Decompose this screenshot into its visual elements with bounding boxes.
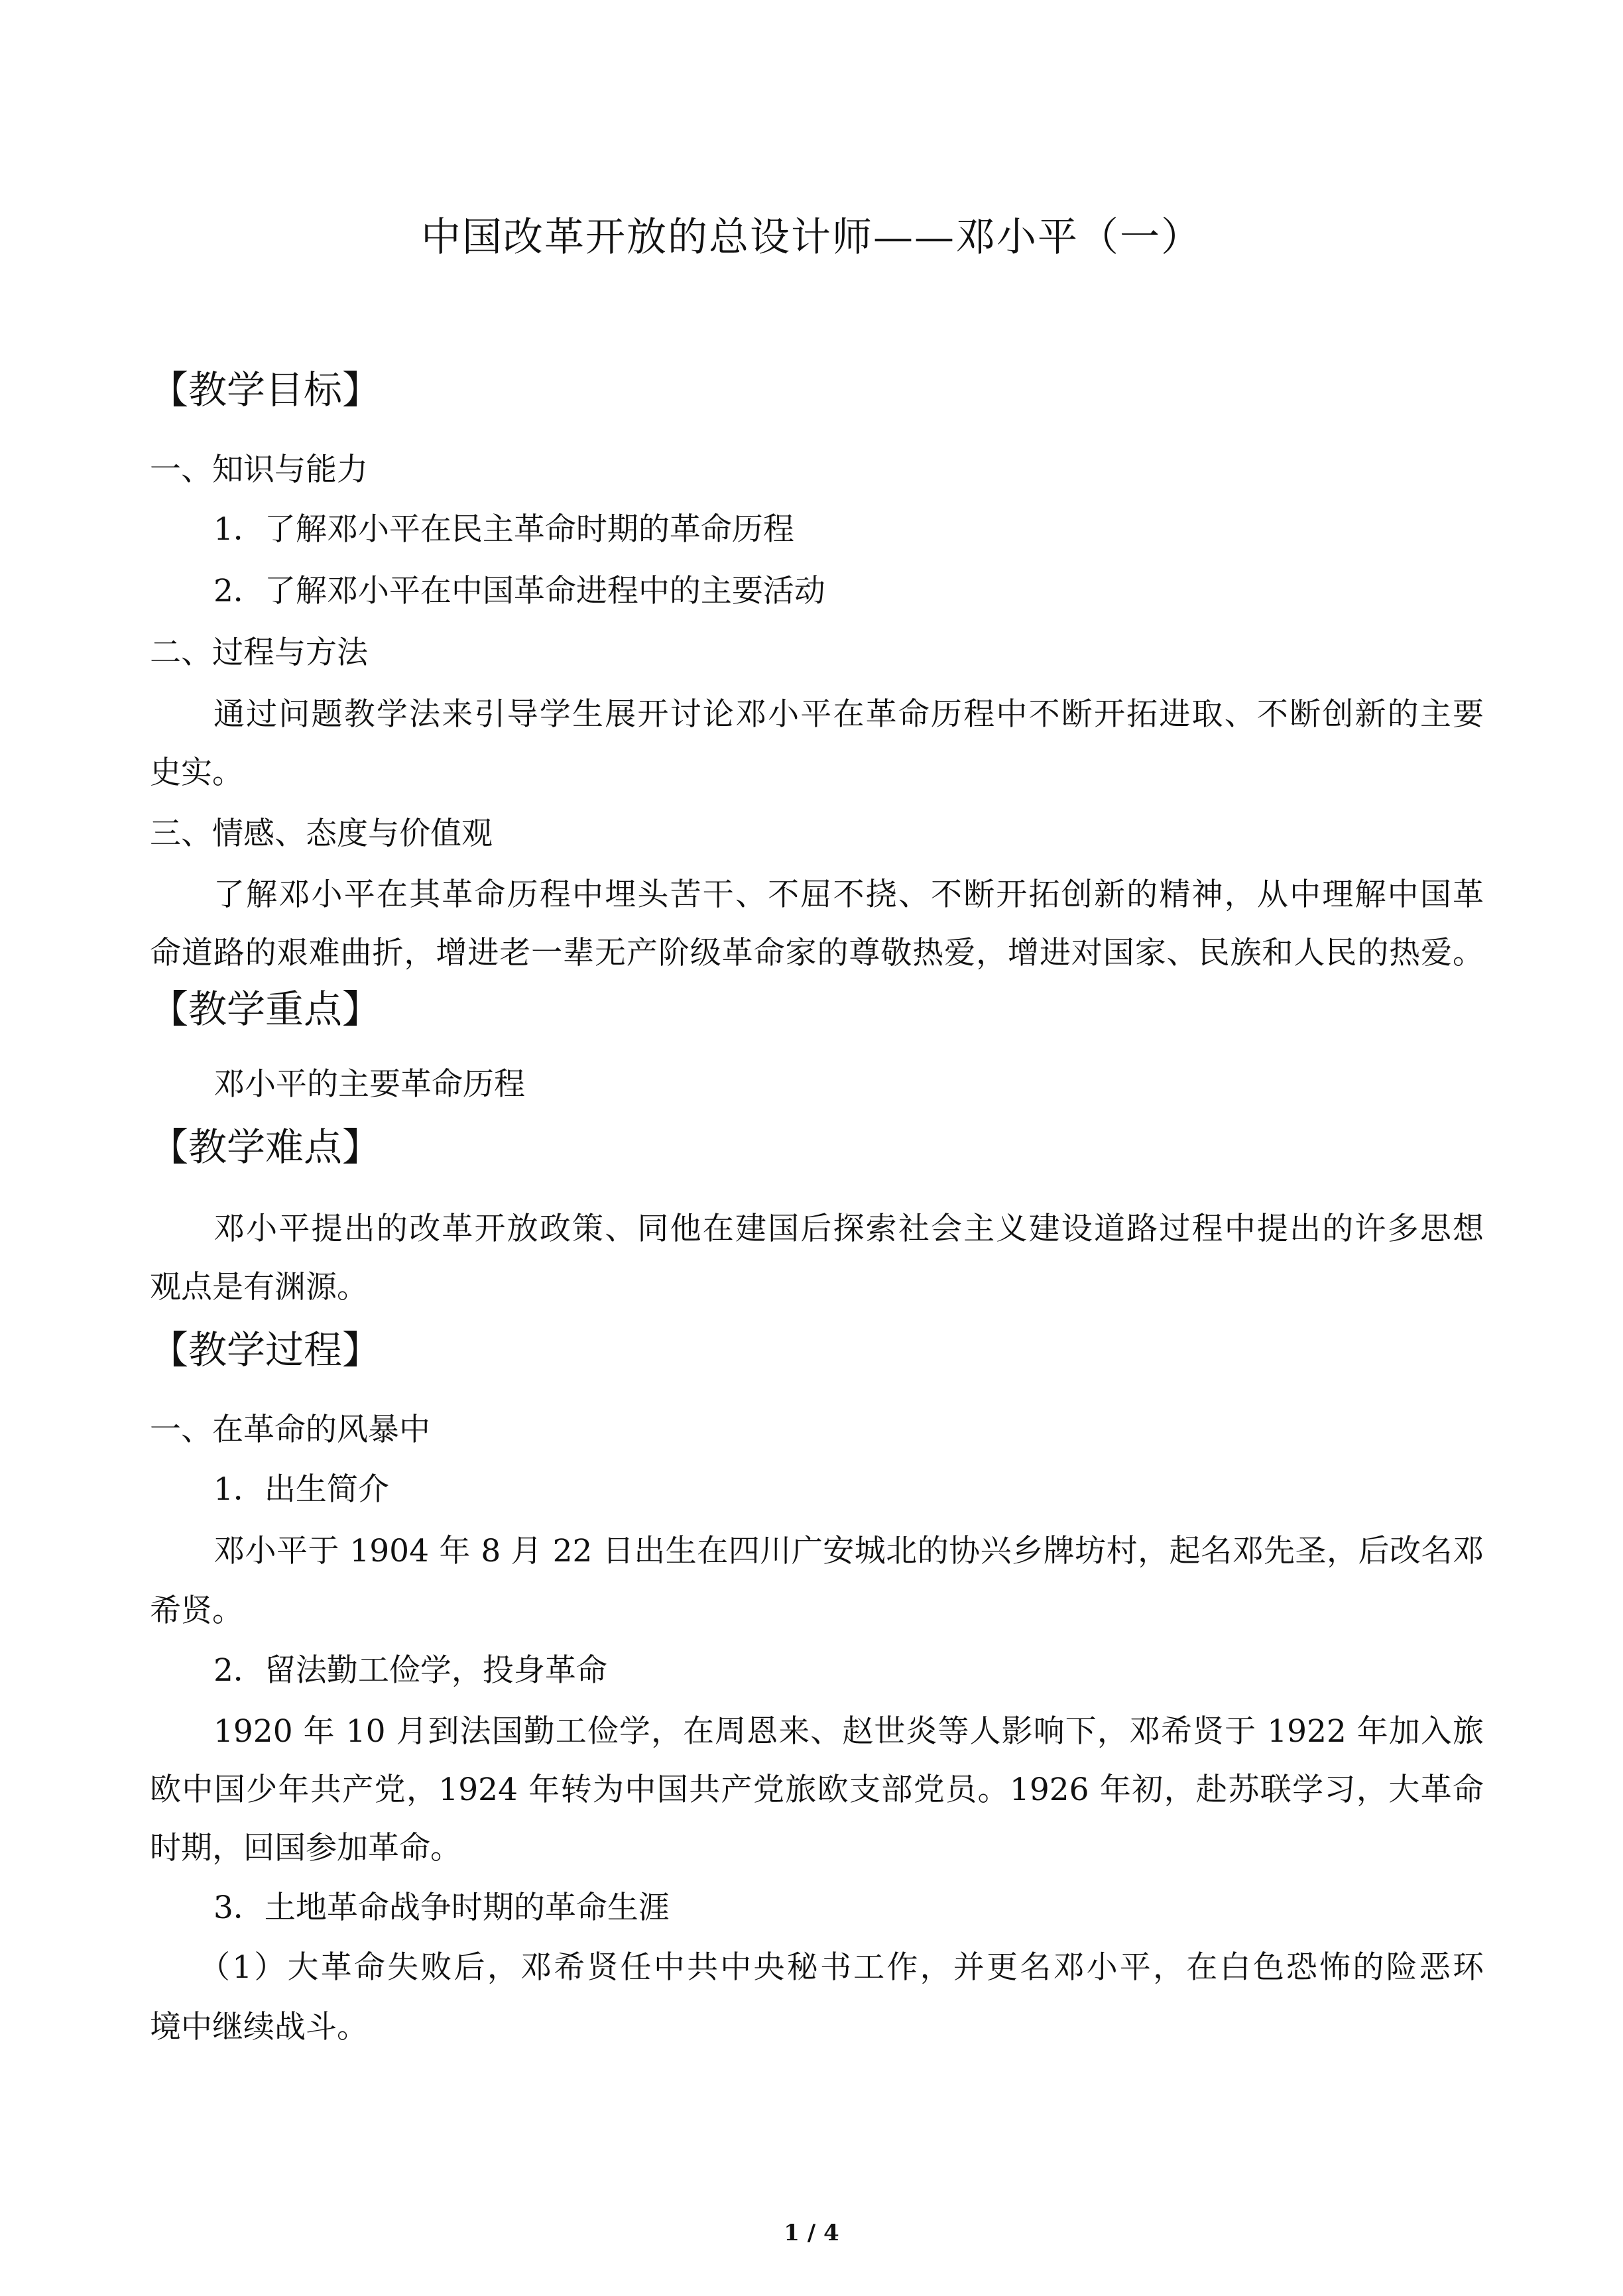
paragraph-line: 观点是有渊源。 <box>150 1269 368 1305</box>
paragraph-line: 时期，回国参加革命。 <box>150 1830 461 1866</box>
paragraph-line: 史实。 <box>150 755 243 791</box>
paragraph-line: 命道路的艰难曲折，增进老一辈无产阶级革命家的尊敬热爱，增进对国家、民族和人民的热爱。 <box>150 935 1484 971</box>
paragraph-line: 欧中国少年共产党，1924 年转为中国共产党旅欧支部党员。1926 年初，赴苏联学习，大革命 <box>150 1772 1484 1808</box>
section-heading-objectives: 【教学目标】 <box>150 367 381 412</box>
paragraph-line: 了解邓小平在其革命历程中埋头苦干、不屈不挠、不断开拓创新的精神，从中理解中国革 <box>213 876 1484 913</box>
paragraph-line: 1920 年 10 月到法国勤工俭学，在周恩来、赵世炎等人影响下，邓希贤于 1922 年加入旅 <box>213 1713 1484 1750</box>
subheading-knowledge: 一、知识与能力 <box>150 452 368 488</box>
paragraph-line: 希贤。 <box>150 1593 243 1629</box>
list-item: 1．了解邓小平在民主革命时期的革命历程 <box>213 511 794 548</box>
page-title: 中国改革开放的总设计师——邓小平（一） <box>421 214 1202 261</box>
list-item: 1．出生简介 <box>213 1471 389 1508</box>
paragraph-line: 境中继续战斗。 <box>150 2009 368 2045</box>
paragraph-line: （1）大革命失败后，邓希贤任中共中央秘书工作，并更名邓小平，在白色恐怖的险恶环 <box>199 1949 1484 1986</box>
paragraph-line: 邓小平提出的改革开放政策、同他在建国后探索社会主义建设道路过程中提出的许多思想 <box>213 1211 1484 1247</box>
list-item: 2．了解邓小平在中国革命进程中的主要活动 <box>213 573 825 609</box>
subheading-emotion: 三、情感、态度与价值观 <box>150 816 493 852</box>
paragraph-line: 邓小平于 1904 年 8 月 22 日出生在四川广安城北的协兴乡牌坊村，起名邓先圣，后改名邓 <box>213 1533 1484 1569</box>
section-heading-process: 【教学过程】 <box>150 1327 381 1372</box>
subheading-process-method: 二、过程与方法 <box>150 634 368 671</box>
paragraph-line: 通过问题教学法来引导学生展开讨论邓小平在革命历程中不断开拓进取、不断创新的主要 <box>213 696 1484 733</box>
section-heading-key-points: 【教学重点】 <box>150 987 381 1032</box>
list-item: 3．土地革命战争时期的革命生涯 <box>213 1890 670 1926</box>
section-heading-difficulties: 【教学难点】 <box>150 1124 381 1170</box>
list-item: 2．留法勤工俭学，投身革命 <box>213 1652 607 1689</box>
subheading-revolution-storm: 一、在革命的风暴中 <box>150 1412 430 1448</box>
page-number: 1 / 4 <box>784 2220 839 2246</box>
paragraph-line: 邓小平的主要革命历程 <box>213 1066 525 1103</box>
